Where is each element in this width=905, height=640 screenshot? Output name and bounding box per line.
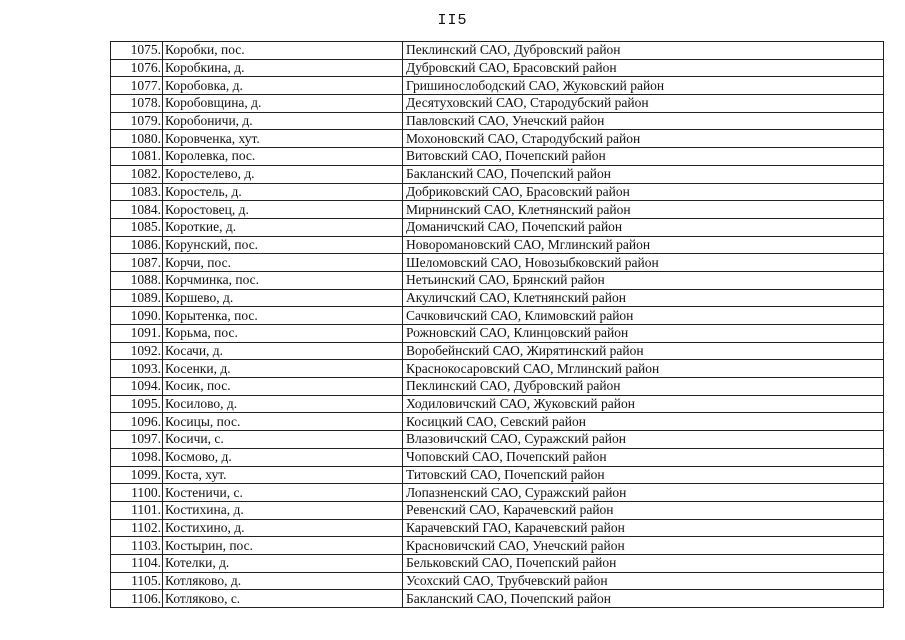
administrative-unit: Ходиловичский САО, Жуковский район xyxy=(403,395,884,413)
administrative-unit: Бельковский САО, Почепский район xyxy=(403,554,884,572)
settlement-name: Костихино, д. xyxy=(163,519,403,537)
table-row xyxy=(111,183,884,201)
settlement-name: Корчминка, пос. xyxy=(163,271,403,289)
administrative-unit: Пеклинский САО, Дубровский район xyxy=(403,378,884,396)
table-row xyxy=(111,307,884,325)
settlement-name: Коростовец, д. xyxy=(163,201,403,219)
settlement-name: Котляково, д. xyxy=(163,572,403,590)
settlement-name: Коровченка, хут. xyxy=(163,130,403,148)
row-number: 1105. xyxy=(111,572,163,590)
table-row xyxy=(111,95,884,113)
administrative-unit: Красновичский САО, Унечский район xyxy=(403,537,884,555)
table-row xyxy=(111,413,884,431)
administrative-unit: Косицкий САО, Севский район xyxy=(403,413,884,431)
table-row xyxy=(111,448,884,466)
table-row xyxy=(111,466,884,484)
settlement-name: Костихина, д. xyxy=(163,501,403,519)
settlements-table xyxy=(110,41,884,608)
settlement-name: Коростелево, д. xyxy=(163,165,403,183)
settlement-name: Коршево, д. xyxy=(163,289,403,307)
table-row xyxy=(111,484,884,502)
administrative-unit: Лопазненский САО, Суражский район xyxy=(403,484,884,502)
administrative-unit: Рожновский САО, Клинцовский район xyxy=(403,325,884,343)
row-number: 1086. xyxy=(111,236,163,254)
table-row xyxy=(111,42,884,60)
administrative-unit: Новоромановский САО, Мглинский район xyxy=(403,236,884,254)
table-row xyxy=(111,395,884,413)
row-number: 1102. xyxy=(111,519,163,537)
row-number: 1103. xyxy=(111,537,163,555)
settlements-table-body xyxy=(111,42,884,608)
row-number: 1084. xyxy=(111,201,163,219)
settlement-name: Космово, д. xyxy=(163,448,403,466)
row-number: 1096. xyxy=(111,413,163,431)
row-number: 1100. xyxy=(111,484,163,502)
administrative-unit: Добриковский САО, Брасовский район xyxy=(403,183,884,201)
table-row xyxy=(111,431,884,449)
settlement-name: Косачи, д. xyxy=(163,342,403,360)
settlement-name: Котелки, д. xyxy=(163,554,403,572)
settlement-name: Коробкина, д. xyxy=(163,59,403,77)
administrative-unit: Краснокосаровский САО, Мглинский район xyxy=(403,360,884,378)
table-row xyxy=(111,378,884,396)
settlement-name: Коробовщина, д. xyxy=(163,95,403,113)
row-number: 1081. xyxy=(111,148,163,166)
row-number: 1101. xyxy=(111,501,163,519)
administrative-unit: Доманичский САО, Почепский район xyxy=(403,218,884,236)
administrative-unit: Титовский САО, Почепский район xyxy=(403,466,884,484)
row-number: 1079. xyxy=(111,112,163,130)
page-number: II5 xyxy=(437,12,468,29)
row-number: 1083. xyxy=(111,183,163,201)
table-row xyxy=(111,342,884,360)
row-number: 1088. xyxy=(111,271,163,289)
table-row xyxy=(111,236,884,254)
table-row xyxy=(111,537,884,555)
administrative-unit: Шеломовский САО, Новозыбковский район xyxy=(403,254,884,272)
settlement-name: Корытенка, пос. xyxy=(163,307,403,325)
table-row xyxy=(111,112,884,130)
settlement-name: Косик, пос. xyxy=(163,378,403,396)
settlement-name: Коста, хут. xyxy=(163,466,403,484)
administrative-unit: Бакланский САО, Почепский район xyxy=(403,165,884,183)
table-row xyxy=(111,201,884,219)
administrative-unit: Влазовичский САО, Суражский район xyxy=(403,431,884,449)
table-row xyxy=(111,59,884,77)
settlement-name: Короткие, д. xyxy=(163,218,403,236)
administrative-unit: Витовский САО, Почепский район xyxy=(403,148,884,166)
table-row xyxy=(111,271,884,289)
table-row xyxy=(111,325,884,343)
administrative-unit: Дубровский САО, Брасовский район xyxy=(403,59,884,77)
administrative-unit: Павловский САО, Унечский район xyxy=(403,112,884,130)
settlement-name: Корчи, пос. xyxy=(163,254,403,272)
settlement-name: Коробки, пос. xyxy=(163,42,403,60)
row-number: 1087. xyxy=(111,254,163,272)
administrative-unit: Мирнинский САО, Клетнянский район xyxy=(403,201,884,219)
row-number: 1094. xyxy=(111,378,163,396)
row-number: 1085. xyxy=(111,218,163,236)
row-number: 1091. xyxy=(111,325,163,343)
table-row xyxy=(111,590,884,608)
settlement-name: Корьма, пос. xyxy=(163,325,403,343)
administrative-unit: Пеклинский САО, Дубровский район xyxy=(403,42,884,60)
settlement-name: Костырин, пос. xyxy=(163,537,403,555)
settlement-name: Косенки, д. xyxy=(163,360,403,378)
row-number: 1099. xyxy=(111,466,163,484)
settlement-name: Косицы, пос. xyxy=(163,413,403,431)
row-number: 1093. xyxy=(111,360,163,378)
administrative-unit: Воробейнский САО, Жирятинский район xyxy=(403,342,884,360)
table-row xyxy=(111,501,884,519)
administrative-unit: Ревенский САО, Карачевский район xyxy=(403,501,884,519)
settlement-name: Косичи, с. xyxy=(163,431,403,449)
row-number: 1075. xyxy=(111,42,163,60)
row-number: 1082. xyxy=(111,165,163,183)
table-row xyxy=(111,218,884,236)
administrative-unit: Сачковичский САО, Климовский район xyxy=(403,307,884,325)
settlement-name: Костеничи, с. xyxy=(163,484,403,502)
administrative-unit: Гришинослободский САО, Жуковский район xyxy=(403,77,884,95)
table-row xyxy=(111,554,884,572)
administrative-unit: Мохоновский САО, Стародубский район xyxy=(403,130,884,148)
table-row xyxy=(111,289,884,307)
row-number: 1098. xyxy=(111,448,163,466)
settlement-name: Коростель, д. xyxy=(163,183,403,201)
row-number: 1097. xyxy=(111,431,163,449)
administrative-unit: Усохский САО, Трубчевский район xyxy=(403,572,884,590)
settlement-name: Корунский, пос. xyxy=(163,236,403,254)
administrative-unit: Бакланский САО, Почепский район xyxy=(403,590,884,608)
administrative-unit: Карачевский ГАО, Карачевский район xyxy=(403,519,884,537)
administrative-unit: Нетьинский САО, Брянский район xyxy=(403,271,884,289)
row-number: 1078. xyxy=(111,95,163,113)
settlement-name: Косилово, д. xyxy=(163,395,403,413)
row-number: 1076. xyxy=(111,59,163,77)
settlement-name: Королевка, пос. xyxy=(163,148,403,166)
row-number: 1106. xyxy=(111,590,163,608)
table-row xyxy=(111,130,884,148)
row-number: 1077. xyxy=(111,77,163,95)
row-number: 1095. xyxy=(111,395,163,413)
settlement-name: Коробоничи, д. xyxy=(163,112,403,130)
table-row xyxy=(111,77,884,95)
administrative-unit: Акуличский САО, Клетнянский район xyxy=(403,289,884,307)
table-row xyxy=(111,519,884,537)
row-number: 1092. xyxy=(111,342,163,360)
row-number: 1090. xyxy=(111,307,163,325)
row-number: 1104. xyxy=(111,554,163,572)
administrative-unit: Десятуховский САО, Стародубский район xyxy=(403,95,884,113)
table-row xyxy=(111,254,884,272)
table-row xyxy=(111,148,884,166)
row-number: 1080. xyxy=(111,130,163,148)
row-number: 1089. xyxy=(111,289,163,307)
table-row xyxy=(111,572,884,590)
administrative-unit: Чоповский САО, Почепский район xyxy=(403,448,884,466)
settlement-name: Котляково, с. xyxy=(163,590,403,608)
settlement-name: Коробовка, д. xyxy=(163,77,403,95)
table-row xyxy=(111,360,884,378)
table-row xyxy=(111,165,884,183)
